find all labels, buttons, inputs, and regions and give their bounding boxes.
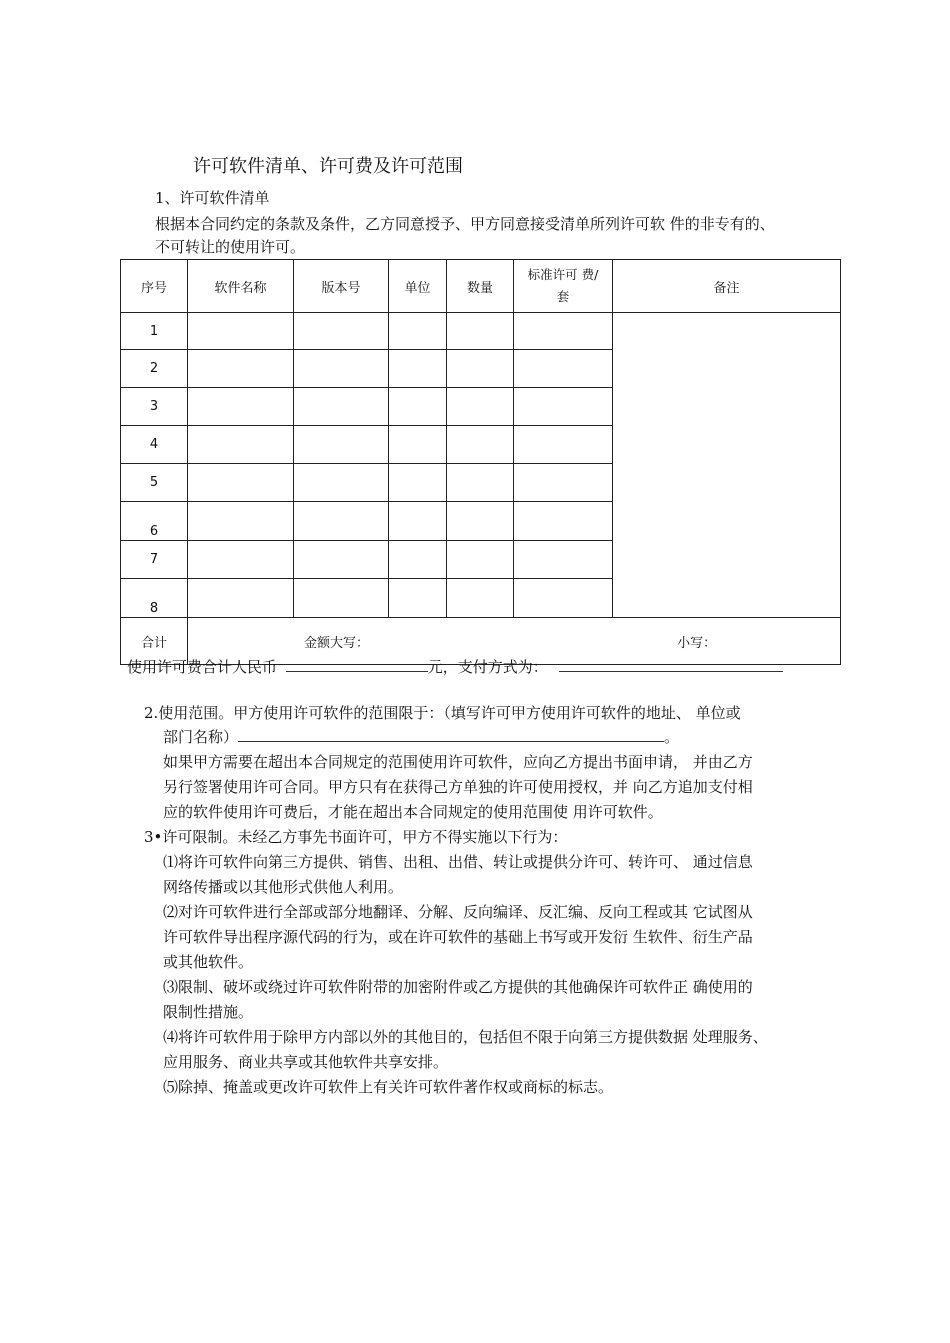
- scope-blank[interactable]: [238, 727, 664, 742]
- cell-version[interactable]: [294, 464, 389, 502]
- section3-item3-a: ⑶限制、破坏或绕过许可软件附带的加密附件或乙方提供的其他确保许可软件正 确使用的: [163, 978, 753, 996]
- cell-unit[interactable]: [389, 426, 447, 464]
- cell-unit[interactable]: [389, 502, 447, 541]
- section1-heading: 1、许可软件清单: [155, 189, 270, 207]
- section2-line4: 另行签署使用许可合同。甲方只有在获得己方单独的许可使用授权，并 向乙方追加支付相: [163, 778, 753, 796]
- cell-version[interactable]: [294, 579, 389, 618]
- cell-unit[interactable]: [389, 464, 447, 502]
- section1-intro-line2: 不可转让的使用许可。: [155, 238, 306, 256]
- row-number: 6: [121, 502, 188, 541]
- cell-standard-fee[interactable]: [514, 350, 613, 388]
- row-number: 2: [121, 350, 188, 388]
- cell-quantity[interactable]: [447, 579, 514, 618]
- header-standard-fee-line2: 套: [556, 289, 570, 304]
- cell-software-name[interactable]: [188, 426, 294, 464]
- cell-unit[interactable]: [389, 313, 447, 350]
- page-title: 许可软件清单、许可费及许可范围: [193, 156, 463, 177]
- section3-item1-b: 网络传播或以其他形式供他人利用。: [163, 878, 404, 896]
- payment-method-blank[interactable]: [559, 657, 783, 672]
- cell-quantity[interactable]: [447, 502, 514, 541]
- section2-line2-end: 。: [664, 728, 680, 746]
- row-number: 8: [121, 579, 188, 618]
- cell-quantity[interactable]: [447, 350, 514, 388]
- cell-software-name[interactable]: [188, 464, 294, 502]
- fee-unit: 元，支付方式为：: [427, 658, 548, 676]
- cell-version[interactable]: [294, 313, 389, 350]
- section3-item3-b: 限制性措施。: [163, 1003, 254, 1021]
- cell-standard-fee[interactable]: [514, 541, 613, 579]
- section3-item4-b: 应用服务、商业共享或其他软件共享安排。: [163, 1053, 449, 1071]
- section3-item2-b: 许可软件导出程序源代码的行为，或在许可软件的基础上书写或开发衍 生软件、衍生产品: [163, 928, 753, 946]
- header-quantity: 数量: [447, 260, 514, 313]
- cell-standard-fee[interactable]: [514, 426, 613, 464]
- cell-unit[interactable]: [389, 388, 447, 426]
- cell-unit[interactable]: [389, 579, 447, 618]
- section3-item5: ⑸除掉、掩盖或更改许可软件上有关许可软件著作权或商标的标志。: [163, 1078, 614, 1096]
- cell-standard-fee[interactable]: [514, 579, 613, 618]
- header-standard-fee-line1: 标准许可 费/: [527, 267, 599, 282]
- total-label: 合计: [121, 618, 188, 665]
- row-number: 5: [121, 464, 188, 502]
- amount-lower-label: 小写：: [677, 635, 717, 651]
- fee-prefix: 使用许可费合计人民币: [127, 658, 278, 676]
- row-number: 7: [121, 541, 188, 579]
- table-row: [121, 313, 841, 350]
- row-number: 3: [121, 388, 188, 426]
- cell-quantity[interactable]: [447, 541, 514, 579]
- header-standard-fee: [514, 260, 613, 313]
- cell-version[interactable]: [294, 426, 389, 464]
- cell-unit[interactable]: [389, 541, 447, 579]
- section3-item1-a: ⑴将许可软件向第三方提供、销售、出租、出借、转让或提供分许可、转许可、 通过信息: [163, 853, 753, 871]
- cell-standard-fee[interactable]: [514, 502, 613, 541]
- section1-intro-line1: 根据本合同约定的条款及条件，乙方同意授予、甲方同意接受清单所列许可软 件的非专有的、: [155, 215, 775, 233]
- section3-line1: 3•许可限制。未经乙方事先书面许可，甲方不得实施以下行为：: [144, 828, 568, 846]
- section3-item4-a: ⑷将许可软件用于除甲方内部以外的其他目的，包括但不限于向第三方提供数据 处理服务、: [163, 1028, 768, 1046]
- cell-version[interactable]: [294, 502, 389, 541]
- section2-line3: 如果甲方需要在超出本合同规定的范围使用许可软件，应向乙方提出书面申请， 并由乙方: [163, 753, 753, 771]
- cell-version[interactable]: [294, 541, 389, 579]
- fee-line: [127, 656, 783, 678]
- row-number: 1: [121, 313, 188, 350]
- fee-amount-blank[interactable]: [286, 657, 428, 672]
- cell-standard-fee[interactable]: [514, 388, 613, 426]
- cell-software-name[interactable]: [188, 313, 294, 350]
- cell-quantity[interactable]: [447, 464, 514, 502]
- header-unit: 单位: [389, 260, 447, 313]
- cell-remarks[interactable]: [613, 313, 841, 618]
- cell-unit[interactable]: [389, 350, 447, 388]
- section3-item2-a: ⑵对许可软件进行全部或部分地翻译、分解、反向编译、反汇编、反向工程或其 它试图从: [163, 903, 753, 921]
- cell-quantity[interactable]: [447, 388, 514, 426]
- row-number: 4: [121, 426, 188, 464]
- license-table: [120, 259, 841, 665]
- section2-line2: [163, 726, 679, 748]
- header-software-name: 软件名称: [188, 260, 294, 313]
- cell-standard-fee[interactable]: [514, 313, 613, 350]
- header-seq: 序号: [121, 260, 188, 313]
- section3-item2-c: 或其他软件。: [163, 953, 254, 971]
- cell-software-name[interactable]: [188, 350, 294, 388]
- amount-upper-label: 金额大写：: [304, 635, 370, 651]
- section2-line2-text: 部门名称）: [163, 728, 239, 746]
- cell-version[interactable]: [294, 388, 389, 426]
- cell-quantity[interactable]: [447, 426, 514, 464]
- cell-version[interactable]: [294, 350, 389, 388]
- section2-line1: 2.使用范围。甲方使用许可软件的范围限于：（填写许可甲方使用许可软件的地址、 单位或: [144, 704, 741, 722]
- cell-quantity[interactable]: [447, 313, 514, 350]
- header-remarks: 备注: [613, 260, 841, 313]
- section2-line5: 应的软件使用许可费后，才能在超出本合同规定的使用范围使 用许可软件。: [163, 803, 663, 821]
- header-version: 版本号: [294, 260, 389, 313]
- cell-software-name[interactable]: [188, 579, 294, 618]
- cell-software-name[interactable]: [188, 502, 294, 541]
- cell-software-name[interactable]: [188, 541, 294, 579]
- cell-software-name[interactable]: [188, 388, 294, 426]
- cell-standard-fee[interactable]: [514, 464, 613, 502]
